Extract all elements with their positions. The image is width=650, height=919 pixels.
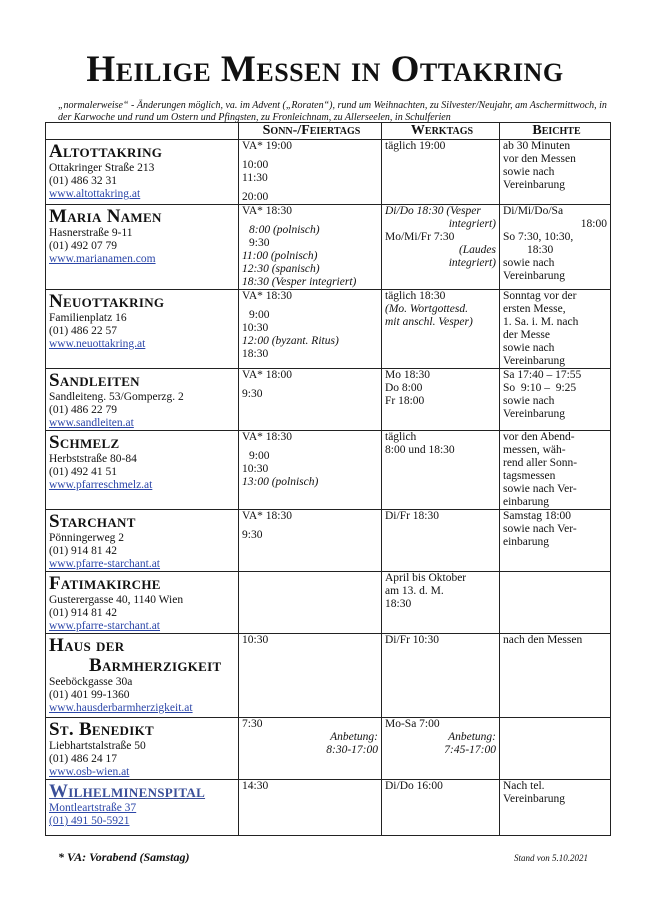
time-entry: integriert): [448, 218, 496, 230]
parish-name: Sandleiten: [49, 370, 140, 391]
time-entry: 9:00: [249, 450, 270, 462]
parish-name: Maria Namen: [49, 206, 162, 227]
werk-cell: [382, 718, 500, 780]
time-entry: 8:00 (polnisch): [249, 224, 320, 236]
parish-phone: (01) 486 22 57: [49, 325, 118, 337]
sonn-cell: [239, 369, 382, 431]
parish-address: Ottakringer Straße 213: [49, 162, 155, 174]
confession-entry: Vereinbarung: [503, 408, 565, 420]
table-row: [46, 510, 611, 572]
confession-entry: Di/Mi/Do/Sa: [503, 205, 564, 217]
confession-entry: Samstag 18:00: [503, 510, 572, 522]
time-entry: 8:00 und 18:30: [385, 444, 455, 456]
parish-cell: [46, 510, 239, 572]
parish-name: Fatimakirche: [49, 573, 161, 594]
confession-entry: So 9:10 – 9:25: [503, 382, 577, 394]
time-entry: VA* 18:30: [242, 431, 292, 443]
confession-entry: 18:30: [527, 244, 554, 256]
parish-address: Pönningerweg 2: [49, 532, 125, 544]
confession-entry: vor den Abend-: [503, 431, 575, 443]
table-row: [46, 718, 611, 780]
confession-entry: sowie nach Ver-: [503, 483, 577, 495]
notice-text: „normalerweise“ - Änderungen möglich, va. im Advent („Roraten“), rund um Weihnachten, zu Silvester/Neujahr, am Aschermittwoch, in der Karwoche und rund um Ostern und Pfingsten, zu Fronleichnam, zu Allerseelen, in Schulferien: [58, 100, 607, 123]
werk-cell: [382, 780, 500, 836]
time-entry: VA* 18:30: [242, 290, 292, 302]
werk-cell: [382, 290, 500, 369]
werk-cell: [382, 140, 500, 205]
parish-website-link[interactable]: www.marianamen.com: [49, 253, 156, 265]
table-row: [46, 780, 611, 836]
table-row: [46, 634, 611, 718]
time-entry: (Laudes: [458, 244, 496, 256]
parish-cell: [46, 431, 239, 510]
time-entry: 8:30-17:00: [326, 744, 378, 756]
date-stamp: Stand von 5.10.2021: [514, 853, 588, 863]
sonn-cell: [239, 718, 382, 780]
confession-entry: nach den Messen: [503, 634, 583, 646]
time-entry: am 13. d. M.: [385, 585, 444, 597]
time-entry: 14:30: [242, 780, 269, 792]
header-werk: Werktags: [382, 123, 500, 140]
time-entry: 9:30: [249, 237, 270, 249]
time-entry: 7:30: [242, 718, 263, 730]
footnote: * VA: Vorabend (Samstag): [58, 850, 190, 864]
parish-website-link[interactable]: www.neuottakring.at: [49, 338, 146, 350]
confession-entry: sowie nach: [503, 257, 555, 269]
parish-cell: [46, 718, 239, 780]
sonn-cell: [239, 431, 382, 510]
parish-phone[interactable]: (01) 491 50-5921: [49, 815, 130, 827]
parish-name: Haus der: [49, 635, 125, 656]
time-entry: Fr 18:00: [385, 395, 425, 407]
time-entry: VA* 18:00: [242, 369, 292, 381]
sonn-cell: [239, 510, 382, 572]
werk-cell: [382, 431, 500, 510]
time-entry: VA* 18:30: [242, 510, 292, 522]
parish-cell: [46, 572, 239, 634]
time-entry: 18:30: [242, 348, 269, 360]
parish-address[interactable]: Montleartstraße 37: [49, 802, 137, 814]
beichte-cell: [500, 634, 611, 718]
confession-entry: messen, wäh-: [503, 444, 566, 456]
werk-cell: [382, 510, 500, 572]
time-entry: April bis Oktober: [385, 572, 467, 584]
time-entry: mit anschl. Vesper): [385, 316, 473, 328]
parish-cell: [46, 780, 239, 836]
parish-website-link[interactable]: www.osb-wien.at: [49, 766, 130, 778]
parish-address: Liebhartstalstraße 50: [49, 740, 146, 752]
parish-phone: (01) 486 22 79: [49, 404, 118, 416]
parish-name: Altottakring: [49, 141, 163, 162]
confession-entry: Vereinbarung: [503, 179, 565, 191]
time-entry: Do 8:00: [385, 382, 423, 394]
confession-entry: Vereinbarung: [503, 270, 565, 282]
time-entry: 9:00: [249, 309, 270, 321]
parish-name: Neuottakring: [49, 291, 165, 312]
time-entry: 18:30: [385, 598, 412, 610]
mass-schedule-table: [45, 122, 611, 836]
time-entry: Di/Fr 10:30: [385, 634, 439, 646]
time-entry: 10:30: [242, 463, 269, 475]
time-entry: 12:30 (spanisch): [242, 263, 320, 275]
parish-website-link[interactable]: www.sandleiten.at: [49, 417, 134, 429]
parish-cell: [46, 634, 239, 718]
time-entry: 7:45-17:00: [444, 744, 496, 756]
werk-cell: [382, 634, 500, 718]
time-entry: 13:00 (polnisch): [242, 476, 319, 488]
sonn-cell: [239, 780, 382, 836]
parish-phone: (01) 401 99-1360: [49, 689, 130, 701]
parish-website-link[interactable]: www.altottakring.at: [49, 188, 141, 200]
time-entry: Di/Do 18:30 (Vesper: [385, 205, 481, 217]
beichte-cell: [500, 718, 611, 780]
confession-entry: sowie nach Ver-: [503, 523, 577, 535]
time-entry: 9:30: [242, 529, 263, 541]
time-entry: 20:00: [242, 191, 269, 203]
confession-entry: 18:00: [580, 218, 607, 230]
confession-entry: Sonntag vor der: [503, 290, 577, 302]
sonn-cell: [239, 572, 382, 634]
time-entry: (Mo. Wortgottesd.: [385, 303, 468, 315]
time-entry: Anbetung:: [448, 731, 496, 743]
table-row: [46, 369, 611, 431]
parish-cell: [46, 290, 239, 369]
time-entry: 10:30: [242, 634, 269, 646]
time-entry: VA* 18:30: [242, 205, 292, 217]
parish-website-link[interactable]: www.pfarre-starchant.at: [49, 558, 161, 570]
beichte-cell: [500, 290, 611, 369]
confession-entry: 1. Sa. i. M. nach: [503, 316, 579, 328]
sonn-cell: [239, 290, 382, 369]
sonn-cell: [239, 205, 382, 290]
page-title: Heilige Messen in Ottakring: [86, 49, 564, 90]
parish-name-link[interactable]: Wilhelminenspital: [49, 781, 206, 802]
table-row: [46, 431, 611, 510]
beichte-cell: [500, 369, 611, 431]
time-entry: 11:30: [242, 172, 268, 184]
sonn-cell: [239, 140, 382, 205]
time-entry: 10:00: [242, 159, 269, 171]
header-sonn: Sonn-/Feiertags: [239, 123, 382, 140]
parish-phone: (01) 486 24 17: [49, 753, 118, 765]
confession-entry: Sa 17:40 – 17:55: [503, 369, 582, 381]
parish-address: Sandleiteng. 53/Gomperzg. 2: [49, 391, 184, 403]
table-header-row: [46, 123, 611, 140]
werk-cell: [382, 369, 500, 431]
header-empty: [46, 123, 239, 140]
sonn-cell: [239, 634, 382, 718]
parish-phone: (01) 486 32 31: [49, 175, 118, 187]
confession-entry: So 7:30, 10:30,: [503, 231, 574, 243]
confession-entry: sowie nach: [503, 166, 555, 178]
table-row: [46, 140, 611, 205]
time-entry: Mo/Mi/Fr 7:30: [385, 231, 455, 243]
time-entry: 18:30 (Vesper integriert): [242, 276, 357, 288]
time-entry: täglich: [385, 431, 417, 443]
confession-entry: Nach tel.: [503, 780, 545, 792]
confession-entry: tagsmessen: [503, 470, 556, 482]
beichte-cell: [500, 510, 611, 572]
time-entry: 12:00 (byzant. Ritus): [242, 335, 339, 347]
time-entry: 10:30: [242, 322, 269, 334]
werk-cell: [382, 205, 500, 290]
confession-entry: rend aller Sonn-: [503, 457, 578, 469]
confession-entry: einbarung: [503, 496, 549, 508]
parish-name: Starchant: [49, 511, 136, 532]
time-entry: Di/Do 16:00: [385, 780, 443, 792]
parish-address: Familienplatz 16: [49, 312, 127, 324]
confession-entry: Vereinbarung: [503, 355, 565, 367]
parish-name: Schmelz: [49, 432, 120, 453]
parish-phone: (01) 492 07 79: [49, 240, 118, 252]
parish-phone: (01) 914 81 42: [49, 607, 118, 619]
time-entry: Di/Fr 18:30: [385, 510, 439, 522]
parish-address: Seeböckgasse 30a: [49, 676, 133, 688]
beichte-cell: [500, 780, 611, 836]
time-entry: täglich 18:30: [385, 290, 446, 302]
parish-address: Gusterergasse 40, 1140 Wien: [49, 594, 184, 606]
time-entry: integriert): [448, 257, 496, 269]
parish-cell: [46, 205, 239, 290]
parish-website-link[interactable]: www.pfarreschmelz.at: [49, 479, 153, 491]
confession-entry: ersten Messe,: [503, 303, 566, 315]
parish-website-link[interactable]: www.pfarre-starchant.at: [49, 620, 161, 632]
parish-phone: (01) 914 81 42: [49, 545, 118, 557]
time-entry: Anbetung:: [330, 731, 378, 743]
confession-entry: sowie nach: [503, 342, 555, 354]
time-entry: täglich 19:00: [385, 140, 446, 152]
parish-cell: [46, 369, 239, 431]
table-row: [46, 205, 611, 290]
time-entry: Mo-Sa 7:00: [385, 718, 440, 730]
parish-website-link[interactable]: www.hausderbarmherzigkeit.at: [49, 702, 193, 714]
confession-entry: vor den Messen: [503, 153, 576, 165]
table-row: [46, 572, 611, 634]
parish-phone: (01) 492 41 51: [49, 466, 118, 478]
parish-name: St. Benedikt: [49, 719, 154, 740]
confession-entry: einbarung: [503, 536, 549, 548]
parish-address: Herbststraße 80-84: [49, 453, 137, 465]
parish-address: Hasnerstraße 9-11: [49, 227, 133, 239]
beichte-cell: [500, 431, 611, 510]
time-entry: 11:00 (polnisch): [242, 250, 318, 262]
time-entry: 9:30: [242, 388, 263, 400]
beichte-cell: [500, 205, 611, 290]
header-beichte: Beichte: [500, 123, 611, 140]
beichte-cell: [500, 140, 611, 205]
parish-name-line2: Barmherzigkeit: [89, 655, 222, 676]
table-row: [46, 290, 611, 369]
confession-entry: der Messe: [503, 329, 550, 341]
time-entry: Mo 18:30: [385, 369, 431, 381]
confession-entry: sowie nach: [503, 395, 555, 407]
confession-entry: ab 30 Minuten: [503, 140, 571, 152]
time-entry: VA* 19:00: [242, 140, 292, 152]
parish-cell: [46, 140, 239, 205]
confession-entry: Vereinbarung: [503, 793, 565, 805]
werk-cell: [382, 572, 500, 634]
beichte-cell: [500, 572, 611, 634]
